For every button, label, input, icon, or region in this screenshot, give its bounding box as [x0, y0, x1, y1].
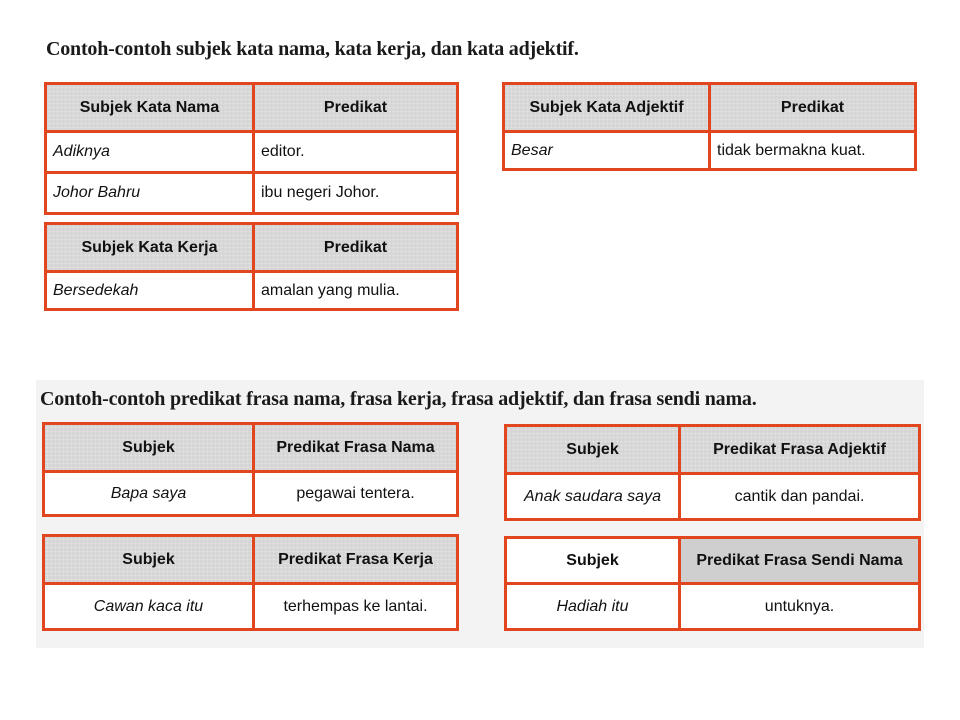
table-row [46, 173, 458, 214]
table-row [506, 584, 920, 630]
cell-subjek: Hadiah itu [506, 584, 680, 630]
table-header-row [46, 224, 458, 272]
header-subjek: Subjek [44, 424, 254, 472]
cell-predikat: editor. [254, 132, 458, 173]
cell-subjek: Bersedekah [46, 272, 254, 310]
table-header-row [44, 424, 458, 472]
cell-predikat: cantik dan pandai. [680, 474, 920, 520]
cell-predikat: pegawai tentera. [254, 472, 458, 516]
table-header-row [46, 84, 458, 132]
header-subjek: Subjek [44, 536, 254, 584]
header-predikat: Predikat [254, 84, 458, 132]
cell-predikat: tidak bermakna kuat. [710, 132, 916, 170]
header-subjek-kata-adjektif: Subjek Kata Adjektif [504, 84, 710, 132]
section-subjek-heading: Contoh-contoh subjek kata nama, kata kerja, dan kata adjektif. [46, 38, 579, 60]
table-header-row [504, 84, 916, 132]
cell-subjek: Cawan kaca itu [44, 584, 254, 630]
cell-subjek: Johor Bahru [46, 173, 254, 214]
section-predikat-heading: Contoh-contoh predikat frasa nama, frasa kerja, frasa adjektif, dan frasa sendi nama. [40, 388, 757, 410]
cell-subjek: Anak saudara saya [506, 474, 680, 520]
header-predikat: Predikat [254, 224, 458, 272]
table-header-row [44, 536, 458, 584]
cell-predikat: untuknya. [680, 584, 920, 630]
cell-predikat: amalan yang mulia. [254, 272, 458, 310]
table-header-row [506, 538, 920, 584]
section-subjek-panel [44, 28, 914, 328]
cell-subjek: Adiknya [46, 132, 254, 173]
table-subjek-kata-adjektif [502, 82, 917, 171]
table-row [44, 472, 458, 516]
table-predikat-frasa-nama [42, 422, 459, 517]
table-row [46, 272, 458, 310]
table-header-row [506, 426, 920, 474]
cell-subjek: Bapa saya [44, 472, 254, 516]
header-subjek: Subjek [506, 426, 680, 474]
table-predikat-frasa-kerja [42, 534, 459, 631]
table-row [46, 132, 458, 173]
header-predikat-frasa-adjektif: Predikat Frasa Adjektif [680, 426, 920, 474]
header-predikat-frasa-sendi-nama: Predikat Frasa Sendi Nama [680, 538, 920, 584]
table-row [506, 474, 920, 520]
table-row [44, 584, 458, 630]
section-predikat-panel [36, 380, 924, 648]
table-subjek-kata-nama [44, 82, 459, 215]
header-predikat: Predikat [710, 84, 916, 132]
header-predikat-frasa-kerja: Predikat Frasa Kerja [254, 536, 458, 584]
cell-predikat: terhempas ke lantai. [254, 584, 458, 630]
header-subjek-kata-nama: Subjek Kata Nama [46, 84, 254, 132]
table-row [504, 132, 916, 170]
table-predikat-frasa-adjektif [504, 424, 921, 521]
header-subjek-kata-kerja: Subjek Kata Kerja [46, 224, 254, 272]
table-predikat-frasa-sendi-nama [504, 536, 921, 631]
cell-subjek: Besar [504, 132, 710, 170]
cell-predikat: ibu negeri Johor. [254, 173, 458, 214]
header-subjek: Subjek [506, 538, 680, 584]
header-predikat-frasa-nama: Predikat Frasa Nama [254, 424, 458, 472]
table-subjek-kata-kerja [44, 222, 459, 311]
